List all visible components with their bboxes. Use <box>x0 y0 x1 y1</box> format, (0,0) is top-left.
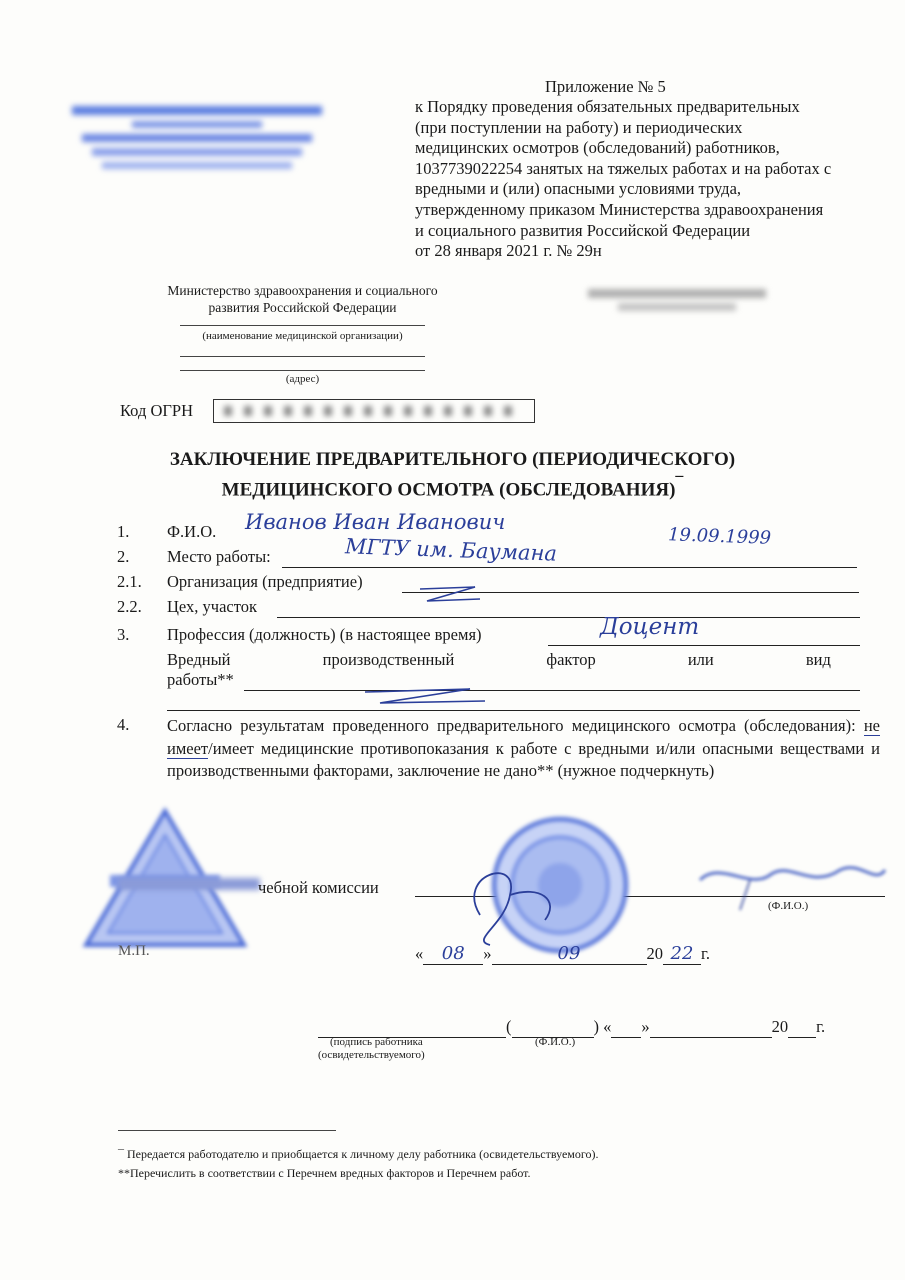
date-year[interactable]: 22 <box>663 943 701 965</box>
worker-sign-caption-2: (освидетельствуемого) <box>318 1049 425 1061</box>
appendix-line: медицинских осмотров (обследований) работников, <box>415 138 780 158</box>
item-number: 3. <box>117 625 130 644</box>
ministry-name-line1: Министерство здравоохранения и социального <box>167 283 438 298</box>
appendix-text <box>415 97 870 262</box>
department-line <box>277 617 860 618</box>
workplace-value[interactable]: МГТУ им. Баумана <box>344 534 558 566</box>
appendix-line: 1037739022254 занятых на тяжелых работах и на работах с <box>415 158 832 178</box>
org-name-caption: (наименование медицинской организации) <box>202 330 403 342</box>
item-number: 2.2. <box>117 597 142 616</box>
title-footnote-mark: ¯ <box>675 475 684 492</box>
title-line2: МЕДИЦИНСКОГО ОСМОТРА (ОБСЛЕДОВАНИЯ) <box>221 479 676 501</box>
department-label: Цех, участок <box>167 597 257 616</box>
stamp-place-label: М.П. <box>118 943 150 959</box>
close-paren: ) « <box>593 1017 612 1036</box>
redacted-ogrn <box>224 406 524 416</box>
conclusion-text-before: Согласно результатам проведенного предварительного медицинского осмотра (обследования): <box>167 716 864 735</box>
footnote-divider <box>118 1130 336 1131</box>
redacted-commission-prefix <box>118 878 260 890</box>
date-day[interactable]: 08 <box>423 943 483 965</box>
hazard-label-line1 <box>167 650 880 670</box>
date-suffix: г. <box>701 944 711 963</box>
date-year-prefix: 20 <box>646 944 663 963</box>
item-number: 2.1. <box>117 572 142 591</box>
org-name-line <box>180 325 425 326</box>
date-month[interactable]: 09 <box>492 943 647 965</box>
birthdate-value[interactable]: 19.09.1999 <box>667 524 772 549</box>
appendix-line: и социального развития Российской Федерации <box>415 220 751 240</box>
appendix-line: (при поступлении на работу) и периодических <box>415 117 743 137</box>
footnote-1: ¯ Передается работодателю и приобщается к личному делу работника (освидетельствуемого). <box>118 1147 599 1161</box>
fio-label: Ф.И.О. <box>167 522 217 541</box>
item-number: 1. <box>117 522 130 541</box>
address-line-2 <box>180 370 425 371</box>
worker-year-prefix: 20 <box>771 1017 789 1036</box>
workplace-label: Место работы: <box>167 547 271 566</box>
ogrn-label: Код ОГРН <box>120 401 194 420</box>
appendix-line: к Порядку проведения обязательных предварительных <box>415 97 800 116</box>
hazard-line-2 <box>167 710 860 711</box>
fio-value[interactable]: Иванов Иван Иванович <box>245 510 506 534</box>
quote-close: » <box>641 1017 650 1036</box>
hazard-label-text: Вредный производственный фактор или вид <box>167 650 831 669</box>
ogrn-box <box>213 399 535 423</box>
conclusion-text <box>167 715 880 783</box>
address-line-1 <box>180 356 425 357</box>
conclusion-selected-option[interactable]: не имеет <box>167 716 880 758</box>
sign-date: « 08 » 09 20 22 г. <box>415 943 711 964</box>
ministry-block <box>140 282 465 316</box>
profession-label: Профессия (должность) (в настоящее время) <box>167 625 482 644</box>
dash-mark <box>415 583 485 607</box>
conclusion-text-after: /имеет медицинские противопоказания к работе с вредными и/или опасными веществами и производственными факторами, заключение не дано** (нужное подчеркнуть) <box>167 738 880 780</box>
worker-fio-caption: (Ф.И.О.) <box>535 1036 576 1048</box>
document-title <box>80 448 825 502</box>
worker-date-year-field[interactable] <box>788 1017 816 1038</box>
appendix-line: от 28 января 2021 г. № 29н <box>415 241 602 261</box>
commission-label: чебной комиссии <box>258 878 379 897</box>
item-number: 4. <box>117 715 130 734</box>
hazard-line-1 <box>244 690 860 691</box>
worker-sign-caption-1: (подпись работника <box>330 1036 423 1048</box>
commission-fio-caption: (Ф.И.О.) <box>768 900 809 912</box>
worker-sign-field[interactable] <box>318 1017 506 1038</box>
item-number: 2. <box>117 547 130 566</box>
address-caption: (адрес) <box>285 373 320 385</box>
worker-fio-field[interactable] <box>512 1017 594 1038</box>
worker-date-day-field[interactable] <box>611 1017 641 1038</box>
handwritten-signature <box>450 845 570 955</box>
title-line1: ЗАКЛЮЧЕНИЕ ПРЕДВАРИТЕЛЬНОГО (ПЕРИОДИЧЕСКОГО) <box>169 449 736 470</box>
appendix-line: вредными и (или) опасными условиями труда, <box>415 179 742 199</box>
ministry-name-line2: развития Российской Федерации <box>208 300 397 315</box>
workplace-line <box>282 567 857 568</box>
worker-year-suffix: г. <box>816 1017 826 1036</box>
organization-label: Организация (предприятие) <box>167 572 363 591</box>
redacted-corner-stamp <box>62 100 332 188</box>
profession-line <box>548 645 860 646</box>
footnote-2: **Перечислить в соответствии с Перечнем вредных факторов и Перечнем работ. <box>118 1166 531 1180</box>
hazard-label-line2: работы** <box>167 670 234 689</box>
appendix-line: утвержденному приказом Министерства здравоохранения <box>415 199 824 219</box>
worker-date-month-field[interactable] <box>650 1017 772 1038</box>
open-paren: ( <box>506 1017 512 1036</box>
redacted-right-stamp <box>588 286 766 320</box>
dash-mark <box>360 683 490 711</box>
profession-value[interactable]: Доцент <box>600 614 700 640</box>
handwritten-signature <box>690 850 890 930</box>
worker-sign-row <box>318 1017 825 1038</box>
appendix-heading: Приложение № 5 <box>545 77 666 96</box>
